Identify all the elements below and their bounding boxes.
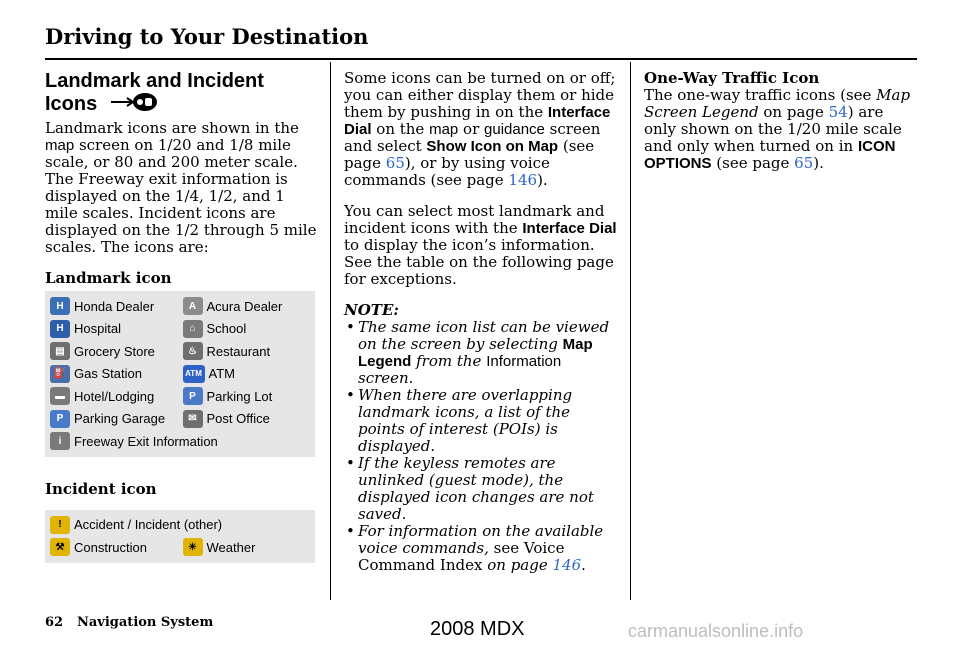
icon-legend-item: [50, 432, 315, 450]
icon-legend-item: [183, 342, 316, 360]
weather-icon: ☀: [183, 538, 203, 556]
icon-legend-item: [50, 342, 183, 360]
incident-icon-table: [45, 510, 315, 563]
icon-label: Accident / Incident (other): [74, 517, 223, 533]
icon-legend-item: [183, 297, 316, 315]
acura-icon: A: [183, 297, 203, 315]
icon-row: [50, 385, 315, 408]
icon-row: [50, 295, 315, 318]
icon-label: Post Office: [206, 411, 270, 427]
icon-label: Weather: [206, 539, 256, 555]
page-number: 62: [45, 615, 64, 630]
restaurant-icon: ♨: [183, 342, 203, 360]
list-item: • For information on the available voice commands, see Voice Command Index on page 146.: [344, 523, 620, 574]
icon-legend-item: [183, 387, 316, 405]
page-link[interactable]: 65: [794, 154, 814, 172]
icon-label: Freeway Exit Information: [74, 433, 218, 449]
watermark: carmanualsonline.info: [628, 621, 804, 641]
icon-row: [50, 514, 315, 537]
select-icon-paragraph: You can select most landmark and incident icons with the Interface Dial to display the icon’s information. See the table on the following page for exceptions.: [344, 202, 617, 288]
page-header-title: Driving to Your Destination: [45, 24, 369, 49]
icon-label: Restaurant: [206, 343, 271, 359]
column-divider: [330, 62, 331, 600]
section-title: Landmark and Incident Icons: [45, 70, 317, 117]
one-way-heading: One-Way Traffic Icon: [644, 69, 820, 87]
gas-icon: ⛽: [50, 365, 70, 383]
icon-legend-item: [50, 516, 315, 534]
hospital-icon: H: [50, 320, 70, 338]
intro-paragraph: Landmark icons are shown in the map screen on 1/20 and 1/8 mile scale, or 80 and 200 meter scale. The Freeway exit information is displayed on the 1/4, 1/2, and 1 mile scales. Incident icons are displayed on the 1/2 through 5 mile scales. The icons are:: [45, 119, 317, 256]
note-list: [344, 319, 620, 574]
parking-icon: P: [183, 387, 203, 405]
warning-icon: !: [50, 516, 70, 534]
icon-label: Acura Dealer: [206, 298, 283, 314]
post-office-icon: ✉: [183, 410, 203, 428]
model-label: 2008 MDX: [430, 618, 525, 640]
hotel-icon: ▬: [50, 387, 70, 405]
info-icon: i: [50, 432, 70, 450]
honda-icon: H: [50, 297, 70, 315]
page-link[interactable]: 65: [385, 154, 405, 172]
icon-legend-item: [183, 320, 316, 338]
school-icon: ⌂: [183, 320, 203, 338]
icon-label: Parking Lot: [206, 388, 273, 404]
note-heading: NOTE:: [344, 301, 399, 319]
page-link[interactable]: 54: [828, 103, 848, 121]
column-right: [644, 70, 916, 172]
incident-icon-heading: Incident icon: [45, 479, 157, 498]
list-item: • The same icon list can be viewed on the screen by selecting Map Legend from the Information screen.: [344, 319, 620, 387]
icon-legend-item: [183, 410, 316, 428]
icon-row: [50, 318, 315, 341]
grocery-icon: ▤: [50, 342, 70, 360]
landmark-icon-heading: Landmark icon: [45, 269, 172, 287]
icon-legend-item: [50, 365, 183, 383]
list-item: • If the keyless remotes are unlinked (guest mode), the displayed icon changes are not saved.: [344, 455, 620, 523]
icon-label: Parking Garage: [74, 411, 166, 427]
garage-icon: P: [50, 410, 70, 428]
one-way-paragraph: The one-way traffic icons (see Map Screen Legend on page 54) are only shown on the 1/20 mile scale and only when turned on in ICON OPTIONS (see page 65).: [644, 86, 911, 172]
atm-icon: ATM: [183, 365, 205, 383]
icon-legend-item: [183, 538, 316, 556]
icon-legend-item: [50, 387, 183, 405]
construction-icon: ⚒: [50, 538, 70, 556]
icon-legend-item: [50, 410, 183, 428]
icon-label: School: [206, 321, 247, 337]
icon-legend-item: [50, 320, 183, 338]
header-rule: [45, 58, 917, 60]
icon-row: [50, 408, 315, 431]
icon-label: Honda Dealer: [74, 298, 155, 314]
icon-toggle-paragraph: Some icons can be turned on or off; you can either display them or hide them by pushing in on the Interface Dial on the map or guidance screen and select Show Icon on Map (see page 65), or by using voice commands (see page 146).: [344, 69, 616, 189]
icon-label: Grocery Store: [74, 343, 155, 359]
page-link[interactable]: 146: [552, 556, 582, 574]
icon-label: Hotel/Lodging: [74, 388, 155, 404]
icon-row: [50, 363, 315, 386]
column-divider: [630, 62, 631, 600]
icon-legend-item: [183, 365, 316, 383]
icon-label: ATM: [208, 366, 235, 382]
icon-row: [50, 430, 315, 453]
voice-command-icon: [109, 92, 159, 117]
icon-legend-item: [50, 538, 183, 556]
manual-title: Navigation System: [77, 615, 214, 630]
landmark-icon-table: [45, 291, 315, 457]
column-middle: [344, 70, 620, 574]
icon-label: Gas Station: [74, 366, 142, 382]
icon-row: [50, 340, 315, 363]
list-item: • When there are overlapping landmark icons, a list of the points of interest (POIs) is displayed.: [344, 387, 620, 455]
page-link[interactable]: 146: [508, 171, 538, 189]
icon-label: Hospital: [74, 321, 121, 337]
column-left: [45, 70, 317, 563]
icon-legend-item: [50, 297, 183, 315]
icon-label: Construction: [74, 539, 147, 555]
icon-row: [50, 536, 315, 559]
